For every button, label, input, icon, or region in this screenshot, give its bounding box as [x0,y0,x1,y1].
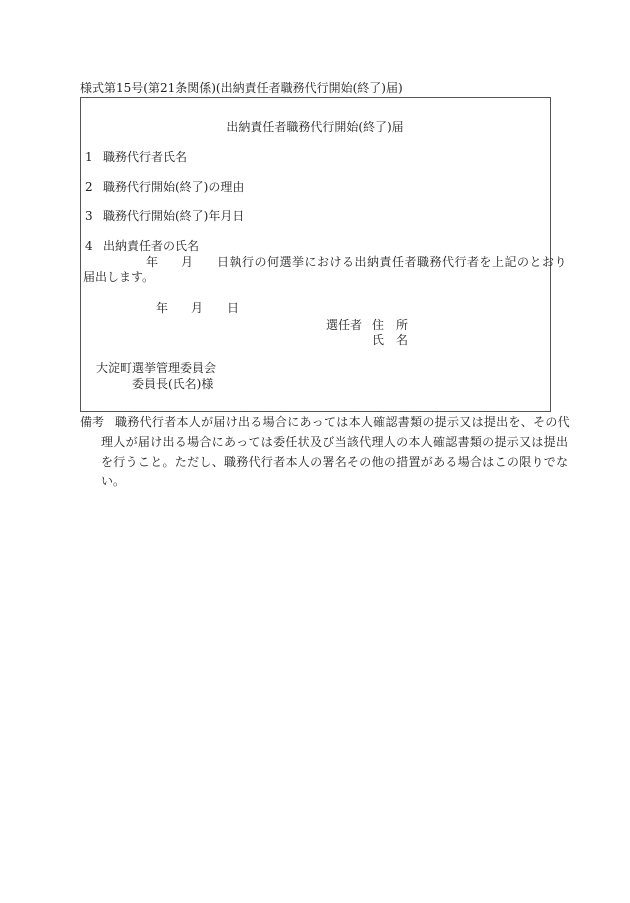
form-header: 様式第15号(第21条関係)(出納責任者職務代行開始(終了)届) [80,81,403,95]
statement-month: 月 [181,255,194,269]
statement-year: 年 [146,255,159,269]
submitter-label: 選任者 [326,318,363,332]
remarks-label: 備考 [80,415,105,429]
remarks-line: 職務代行者本人が届け出る場合にあっては本人確認書類の提示又は提出を、その代 [115,415,570,429]
remarks-line: を行うこと。ただし、職務代行者本人の署名その他の措置がある場合はこの限りでな [101,455,569,469]
item-number: 3 [85,209,93,223]
item-number: 2 [85,180,93,194]
item-label-treasurer-name: 出納責任者の氏名 [103,239,200,253]
statement-text: 日執行の何選挙における出納責任者職務代行者を上記のとおり [217,255,568,269]
form-title: 出納責任者職務代行開始(終了)届 [226,120,404,134]
item-number: 4 [85,239,93,253]
date-month: 月 [191,301,204,315]
date-year: 年 [156,301,169,315]
addressee-org: 大淀町選挙管理委員会 [96,361,217,375]
addressee-title: 委員長(氏名)様 [132,377,214,391]
item-number: 1 [85,150,93,164]
item-label-reason: 職務代行開始(終了)の理由 [103,180,245,194]
item-label-date: 職務代行開始(終了)年月日 [103,209,245,223]
statement-text-2: 届出します。 [83,270,155,284]
name-label: 氏 名 [372,333,409,347]
remarks-line: 理人が届け出る場合にあっては委任状及び当該代理人の本人確認書類の提示又は提出 [101,435,569,449]
date-day: 日 [227,301,240,315]
remarks-line: い。 [101,474,126,488]
address-label: 住 所 [372,318,409,332]
item-label-deputy-name: 職務代行者氏名 [103,150,188,164]
